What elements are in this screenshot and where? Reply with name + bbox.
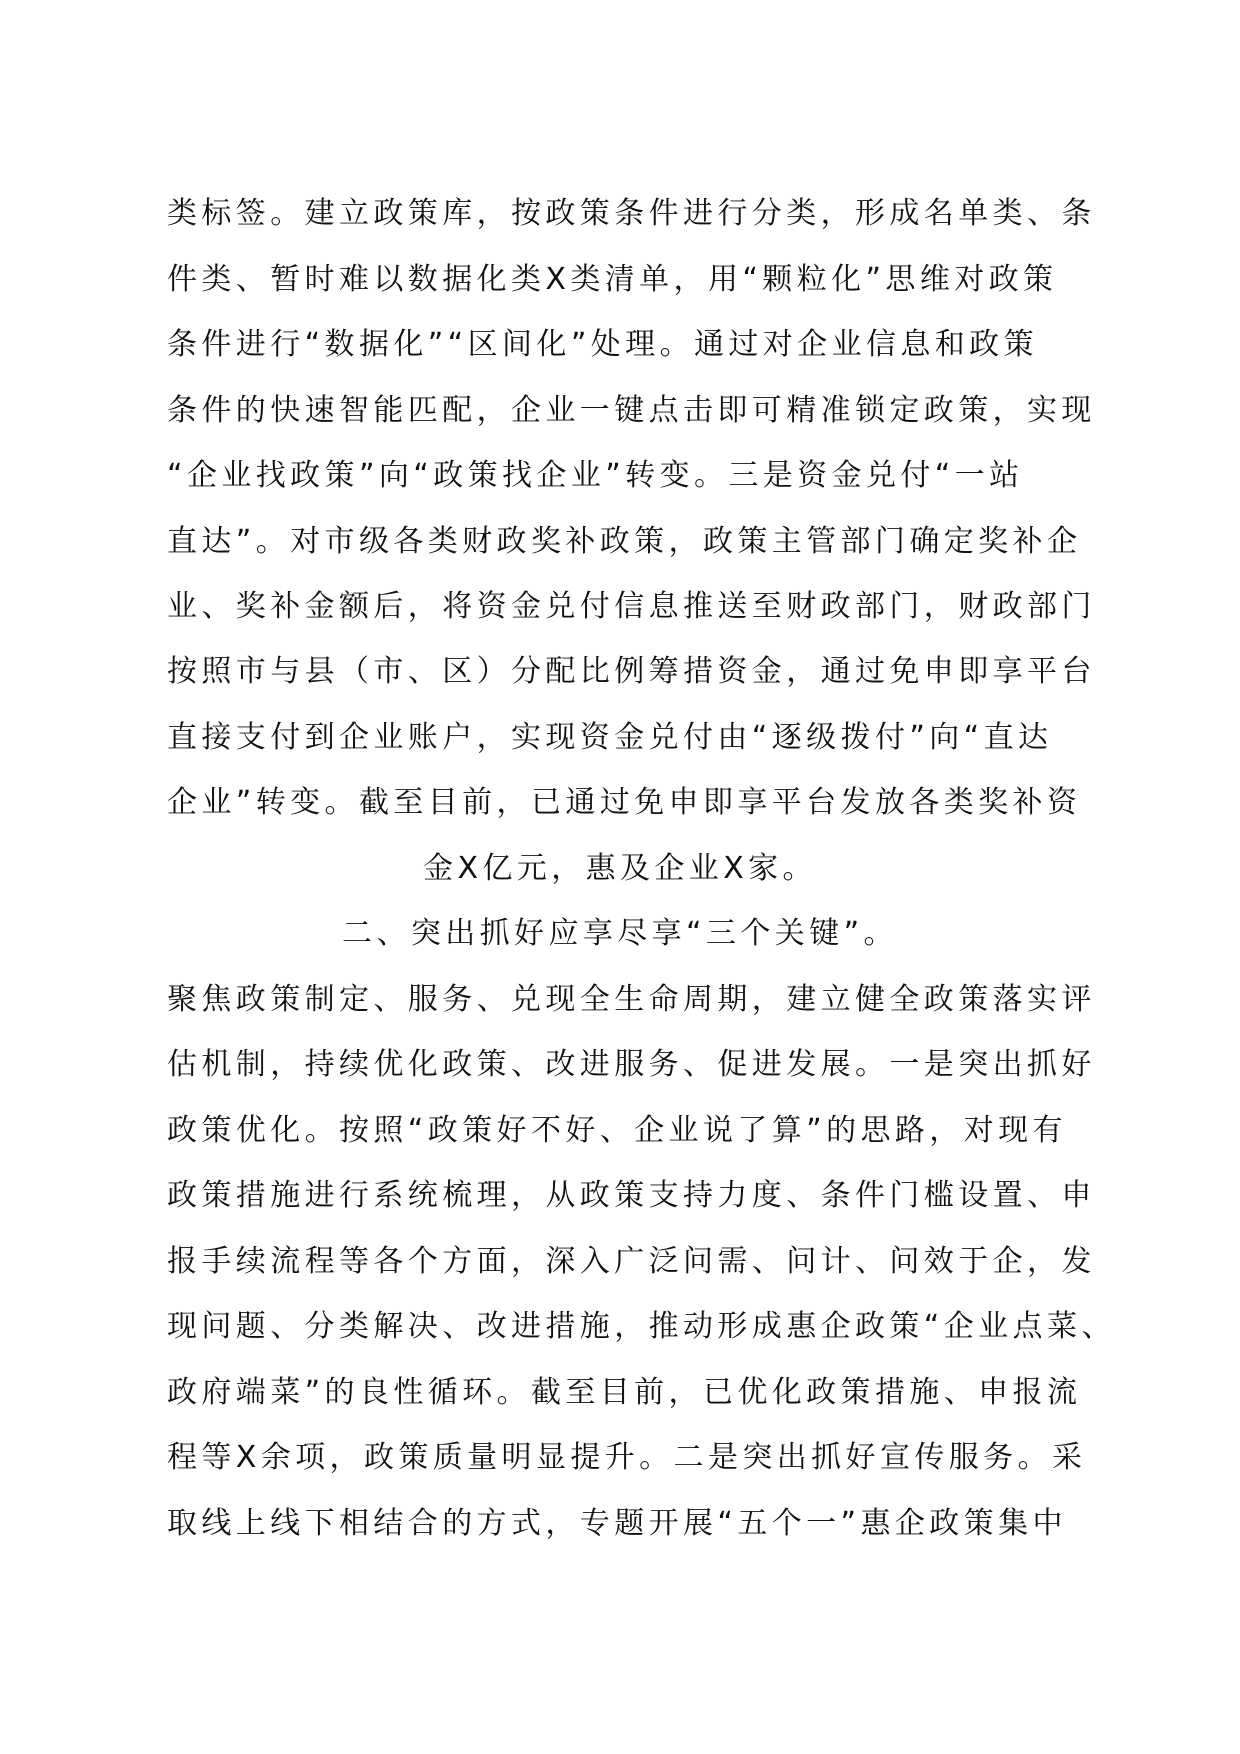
body-text-line: 业、奖补金额后，将资金兑付信息推送至财政部门，财政部门 bbox=[167, 589, 1096, 624]
body-text-line: 按照市与县（市、区）分配比例筹措资金，通过免申即享平台 bbox=[167, 654, 1096, 689]
body-text-line: 企业”转变。截至目前，已通过免申即享平台发放各类奖补资 bbox=[167, 785, 1082, 820]
body-text-line: 直达”。对市级各类财政奖补政策，政策主管部门确定奖补企 bbox=[167, 524, 1082, 559]
body-text-line: 政策措施进行系统梳理，从政策支持力度、条件门槛设置、申 bbox=[167, 1178, 1096, 1213]
body-text-line: 估机制，持续优化政策、改进服务、促进发展。一是突出抓好 bbox=[167, 1047, 1096, 1082]
section-heading: 二、突出抓好应享尽享“三个关键”。 bbox=[342, 916, 898, 951]
body-text-line: 取线上线下相结合的方式，专题开展“五个一”惠企政策集中 bbox=[167, 1506, 1067, 1541]
body-text-line: 聚焦政策制定、服务、兑现全生命周期，建立健全政策落实评 bbox=[167, 982, 1096, 1017]
paragraph-ending-line: 金X亿元，惠及企业X家。 bbox=[423, 851, 817, 886]
body-text-line: 政府端菜”的良性循环。截至目前，已优化政策措施、申报流 bbox=[167, 1375, 1082, 1410]
body-text-line: 直接支付到企业账户，实现资金兑付由“逐级拨付”向“直达 bbox=[167, 720, 1053, 755]
body-text-line: 政策优化。按照“政策好不好、企业说了算”的思路，对现有 bbox=[167, 1113, 1067, 1148]
body-text-line: 条件进行“数据化”“区间化”处理。通过对企业信息和政策 bbox=[167, 327, 1038, 362]
body-text-line: “企业找政策”向“政策找企业”转变。三是资金兑付“一站 bbox=[167, 458, 1024, 493]
body-text-line: 程等X余项，政策质量明显提升。二是突出抓好宣传服务。采 bbox=[167, 1440, 1087, 1475]
body-text-line: 件类、暂时难以数据化类X类清单，用“颗粒化”思维对政策 bbox=[167, 262, 1058, 297]
body-text-line: 现问题、分类解决、改进措施，推动形成惠企政策“企业点菜、 bbox=[167, 1309, 1116, 1344]
body-text-line: 条件的快速智能匹配，企业一键点击即可精准锁定政策，实现 bbox=[167, 393, 1096, 428]
body-text-line: 报手续流程等各个方面，深入广泛问需、问计、问效于企，发 bbox=[167, 1244, 1096, 1279]
body-text-line: 类标签。建立政策库，按政策条件进行分类，形成名单类、条 bbox=[167, 196, 1096, 231]
